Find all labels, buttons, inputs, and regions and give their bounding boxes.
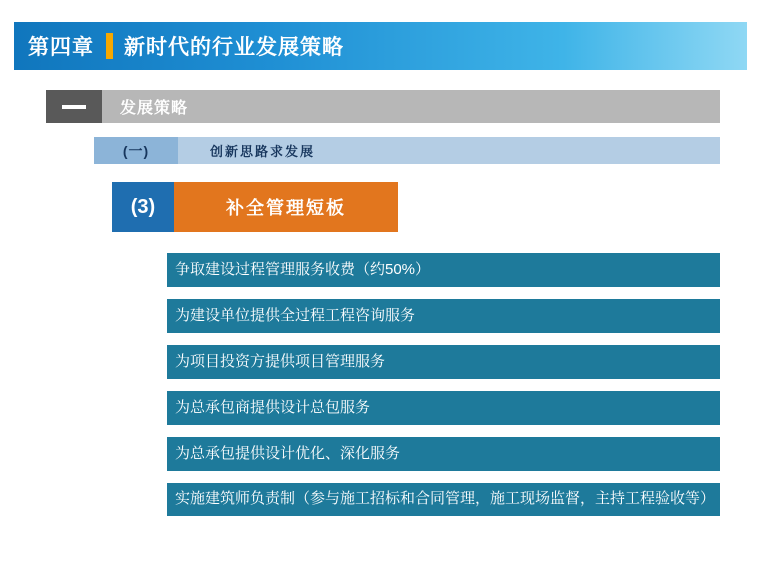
list-item — [167, 437, 720, 471]
list-item — [167, 299, 720, 333]
slide-title-bar — [14, 22, 747, 70]
list-item-label: 为总承包提供设计优化、深化服务 — [175, 445, 401, 462]
list-item-label: 为总承包商提供设计总包服务 — [175, 399, 371, 416]
list-item-label: 实施建筑师负责制（参与施工招标和合同管理，施工现场监督，主持工程验收等） — [175, 490, 716, 507]
bullet-list — [167, 253, 720, 528]
page-title: 新时代的行业发展策略 — [124, 36, 344, 59]
list-item — [167, 345, 720, 379]
section-heading-level3-marker — [112, 182, 174, 232]
section-heading-level1-label: 发展策略 — [120, 100, 189, 117]
chapter-label: 第四章 — [28, 36, 94, 59]
dash-icon — [46, 90, 102, 123]
section-heading-level3 — [112, 182, 398, 232]
section-heading-level2-marker — [94, 137, 178, 164]
section-heading-level3-label: 补全管理短板 — [226, 198, 346, 218]
list-item-label: 为建设单位提供全过程工程咨询服务 — [175, 307, 416, 324]
section-heading-level2-label: 创新思路求发展 — [210, 144, 316, 159]
list-item-label: 争取建设过程管理服务收费（约50%） — [175, 261, 431, 278]
section-heading-level2-marker-label: (一) — [122, 142, 150, 159]
section-heading-level3-box — [174, 182, 398, 232]
list-item — [167, 253, 720, 287]
section-heading-level1 — [46, 90, 720, 123]
section-heading-level2 — [94, 137, 720, 164]
title-accent-divider — [106, 33, 113, 59]
list-item-label: 为项目投资方提供项目管理服务 — [175, 353, 386, 370]
list-item — [167, 483, 720, 516]
section-heading-level3-marker-label: (3) — [130, 195, 156, 218]
list-item — [167, 391, 720, 425]
